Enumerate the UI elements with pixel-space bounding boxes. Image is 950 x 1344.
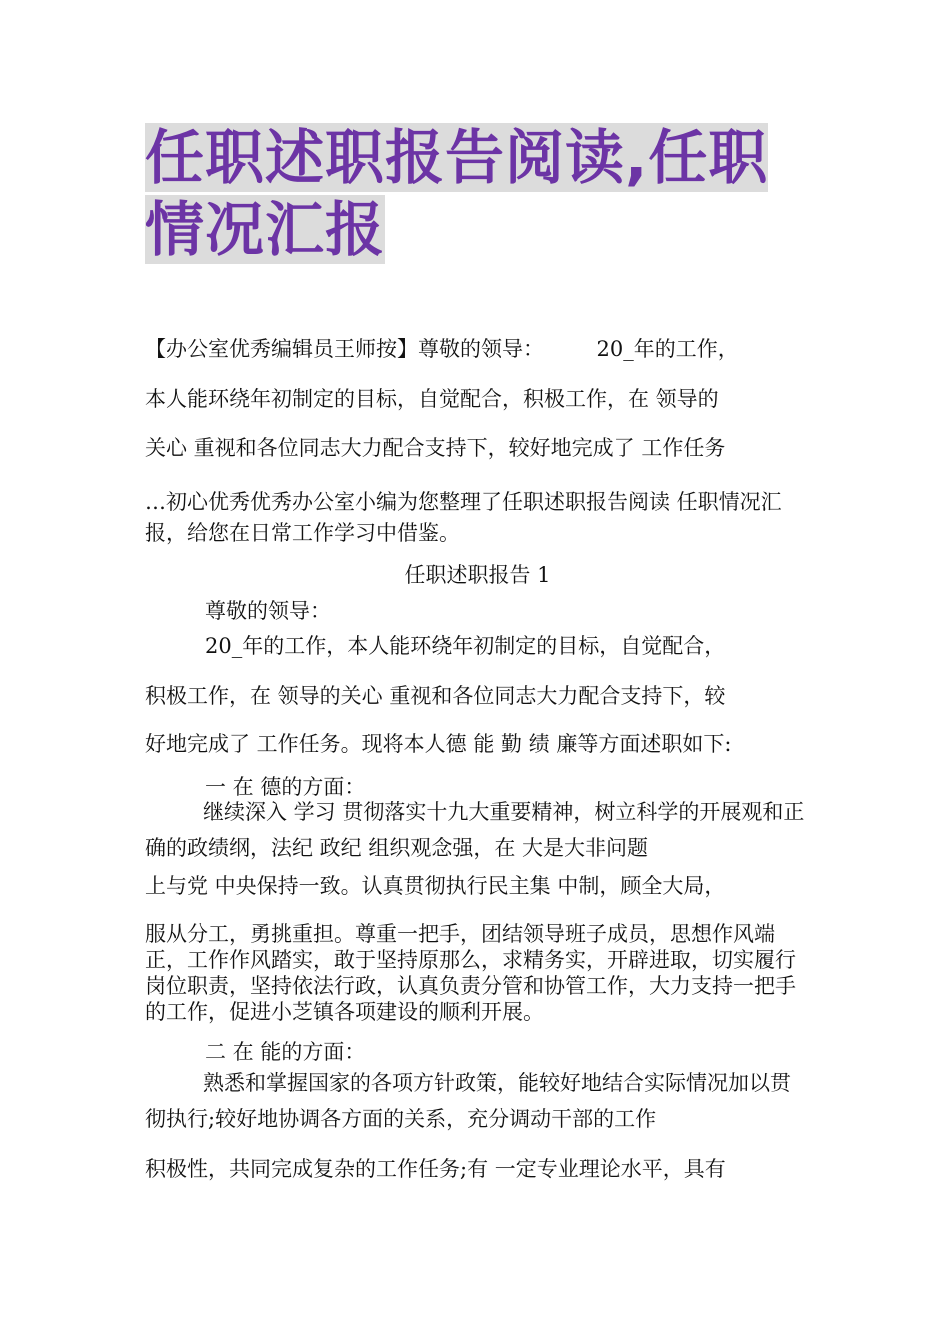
intro-line-2: 本人能环绕年初制定的目标，自觉配合，积极工作，在 领导的: [145, 387, 719, 411]
intro-line-3: 关心 重视和各位同志大力配合支持下，较好地完成了 工作任务: [145, 436, 726, 460]
salutation: 尊敬的领导：: [205, 599, 331, 623]
para1-line-1: [145, 624, 810, 668]
section1-text-b: 上与党 中央保持一致。认真贯彻执行民主集 中制，顾全大局，: [145, 874, 726, 898]
section2-heading: 二 在 能的方面：: [205, 1040, 366, 1064]
section1-text-a: 继续深入 学习 贯彻落实十九大重要精神，树立科学的开展观和正确的政绩纲，法纪 政纪 组织观念强，在 大是大非问题: [145, 800, 805, 860]
section2-text-a: 熟悉和掌握国家的各项方针政策，能较好地结合实际情况加以贯彻执行;较好地协调各方面的关系，充分调动干部的工作: [145, 1071, 791, 1131]
intro-line-4: …初心优秀优秀办公室小编为您整理了任职述职报告阅读 任职情况汇报，给您在日常工作学习中借鉴。: [145, 490, 782, 545]
document-title: [145, 122, 810, 266]
document-title-text: 任职述职报告阅读,任职情况汇报: [145, 123, 769, 264]
section2-text-b: 积极性，共同完成复杂的工作任务;有 一定专业理论水平，具有: [145, 1157, 726, 1181]
report-heading: 任职述职报告 1: [404, 563, 551, 587]
intro-line-1: 【办公室优秀编辑员王师按】尊敬的领导： 20_年的工作，: [145, 337, 739, 361]
para1-line-1-text: 20_年的工作，本人能环绕年初制定的目标，自觉配合，: [205, 634, 726, 658]
para1-line-2: 积极工作，在 领导的关心 重视和各位同志大力配合支持下，较: [145, 684, 726, 708]
para1-line-3: 好地完成了 工作任务。现将本人德 能 勤 绩 廉等方面述职如下:: [145, 732, 732, 756]
section1-heading: 一 在 德的方面：: [205, 775, 366, 799]
section1-text-c: 服从分工，勇挑重担。尊重一把手，团结领导班子成员，思想作风端正，工作作风踏实，敢于坚持原那么，求精务实，开辟进取，切实履行岗位职责，坚持依法行政，认真负责分管和协管工作，大力支持一把手的工作，促进小芝镇各项建设的顺利开展。: [145, 922, 796, 1024]
